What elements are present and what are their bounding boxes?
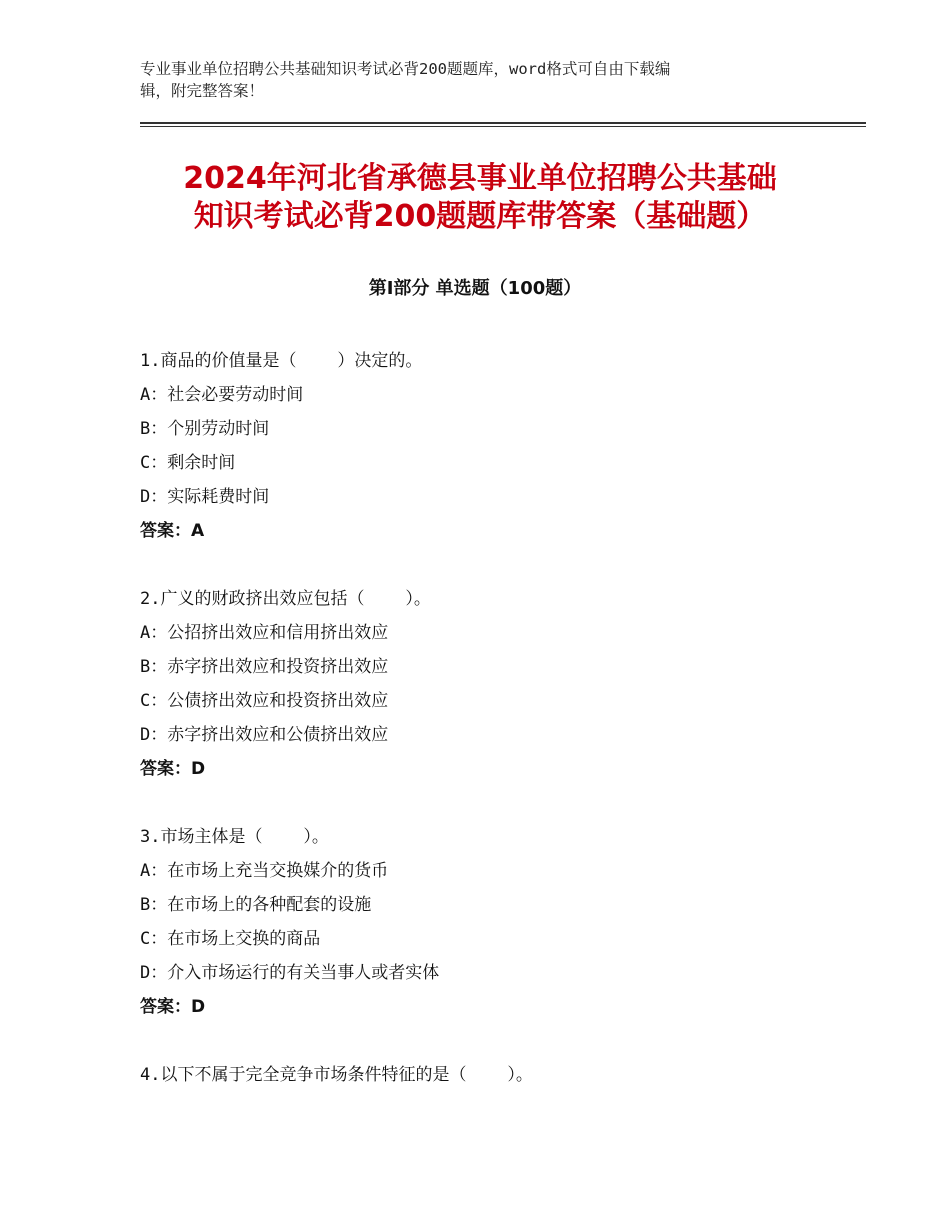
option-a: A：社会必要劳动时间 [140, 385, 304, 405]
option-b: B：赤字挤出效应和投资挤出效应 [140, 657, 389, 677]
option-c: C：剩余时间 [140, 453, 236, 473]
document-title-line-1: 2024年河北省承德县事业单位招聘公共基础 [183, 161, 777, 196]
document-title [140, 160, 820, 236]
header-divider-thick [140, 122, 866, 124]
question-stem: 4.以下不属于完全竞争市场条件特征的是（ ）。 [140, 1065, 533, 1085]
option-d: D：赤字挤出效应和公债挤出效应 [140, 725, 389, 745]
question-2 [140, 582, 860, 786]
answer: 答案：D [140, 997, 206, 1017]
option-d: D：介入市场运行的有关当事人或者实体 [140, 963, 440, 983]
document-title-line-2: 知识考试必背200题题库带答案（基础题） [193, 199, 767, 234]
option-a: A：在市场上充当交换媒介的货币 [140, 861, 389, 881]
option-a: A：公招挤出效应和信用挤出效应 [140, 623, 389, 643]
question-list [140, 344, 860, 1126]
header-note-line-1: 专业事业单位招聘公共基础知识考试必背200题题库，word格式可自由下载编 [140, 60, 671, 78]
option-b: B：个别劳动时间 [140, 419, 270, 439]
question-stem: 2.广义的财政挤出效应包括（ ）。 [140, 589, 431, 609]
option-b: B：在市场上的各种配套的设施 [140, 895, 372, 915]
question-stem: 1.商品的价值量是（ ）决定的。 [140, 351, 423, 371]
question-stem: 3.市场主体是（ ）。 [140, 827, 329, 847]
option-c: C：公债挤出效应和投资挤出效应 [140, 691, 389, 711]
answer: 答案：A [140, 521, 205, 541]
section-title: 第Ⅰ部分 单选题（100题） [368, 278, 582, 299]
answer: 答案：D [140, 759, 206, 779]
question-4 [140, 1058, 860, 1092]
header-note [140, 58, 790, 102]
option-d: D：实际耗费时间 [140, 487, 270, 507]
header-note-line-2: 辑，附完整答案！ [140, 82, 265, 100]
question-1 [140, 344, 860, 548]
question-3 [140, 820, 860, 1024]
header-divider-thin [140, 126, 866, 127]
option-c: C：在市场上交换的商品 [140, 929, 321, 949]
